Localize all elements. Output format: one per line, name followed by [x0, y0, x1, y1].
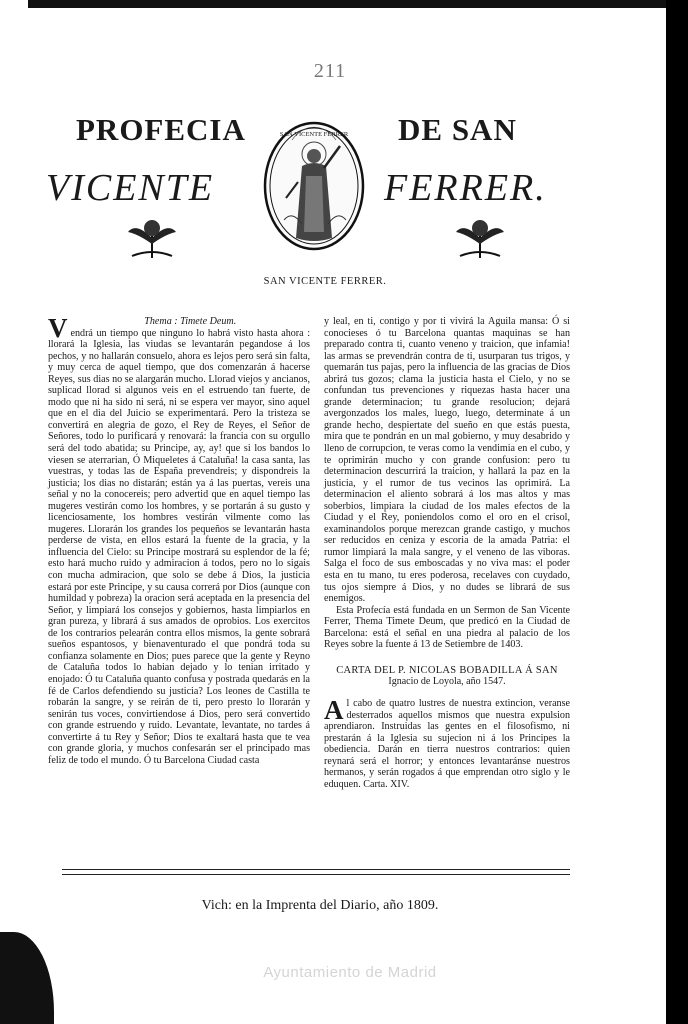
prophecy-source-note: Esta Profecía está fundada en un Sermon de San Vicente Ferrer, Thema Timete Deum, que predicó en la Ciudad de Barcelona: está el señal en una piedra al palacio de los Reyes sobre la fuente á 13 de Setiembre de 1403. [324, 604, 570, 651]
left-column [48, 313, 310, 766]
right-column [324, 316, 570, 790]
subheading: SAN VICENTE FERRER. [263, 276, 387, 287]
floral-ornament-right [452, 214, 508, 260]
title-ferrer: FERRER. [384, 167, 547, 209]
medallion-caption: SAN VICENTE FERRER [279, 131, 349, 138]
letter-title: CARTA DEL P. NICOLAS BOBADILLA Á SAN [336, 664, 558, 676]
title-profecia: PROFECIA [76, 112, 246, 147]
prophecy-text-continued: y leal, en ti, contigo y por ti vivirá la Aguila mansa: Ó si conocieses ó tu Barcelona quantas maquinas se han preparado contra ti, cuanto veneno y traicion, que infamia! las armas se prevendrán contra de ti, usurparan tus trigos, y quemarán tus pajas, pero la influencia de las gracias de Dios abrirá tus gozos; clama la justicia hasta el Cielo, y no se confundan tus prevenciones y riquezas hasta hacer una grande determinacion; tu grande resolucion; dejará avergonzados los males, luego, luego, determinate á un grande hecho, despiertate del sueño en que estás puesta, mira que te pondrán en un mal gobierno, y muy desabrido y lleno de corrupcion, te veras como la vendimia en el cubo, y te oprimirán mucho y con grande confusion: pero tu determinacion descurrirá la traicion, y hallará la paz en la justicia, y el rumor de tus vecinos las oprimirá. La determinacion el aliento sobrará á los mas altos y mas soberbios, limpiara la ciudad de los males efectos de la Ciudad y el Rey, poniendolos como el oro en el crisol, examinandolos porque merezcan grande castigo, y muchos ser reducidos en ceniza y escoria de la amada Patria: el rumor limpiará la mala sangre, y el veneno de las viboras. Salga el foco de sus emboscadas y no viva mas: el poder esta en tu mano, tu eres poderosa, recelaves con cuydado, tus ojos siempre á Dios, y no dudes se librará de sus enemigos. [324, 316, 570, 605]
scan-right-edge [666, 0, 688, 1024]
sermon-theme: Thema : Timete Deum. [144, 316, 237, 327]
prophecy-text: endrá un tiempo que ninguno lo habrá visto hasta ahora : llorará la Iglesia, las viudas se levantarán pegandose á los pechos, y no hallarán consuelo, ahora es lejos pero será sin falta, y muy cerca de aquel tiempo, que dos comenzarán á hacerse Reyes, sus dias no se alargarán mucho. Llorad viejos y ancianos, suplicad llorad si algunos veis en el estruendo tan fuerte, de modo que ni ha sido ni será, ni se espera ver mayor, sino aquel que en el dia del Juicio se experimentará. Pero la tristeza se convertirá en alegria de gozo, el Rey de Reyes, el Señor de Señores, todo lo purificará y renovará: la francia con su orgullo será del todo abatida; su Principe, ay, ay! que si los bandos lo viesen se aterrarian, Ó Miqueletes á Cataluña! la casa santa, las vuestras, y todas las de España prevendreis; y dispondreis la justicia; los dias no distarán; están ya á las puertas, vereis una señal y no la conocereis; pero advertid que en aquel tiempo las mugeres vestirán como los hombres, y se portarán á su gusto y licenciosamente, los hombres vestirán vilmente como las mugeres. Llorarán los grandes los pequeños se levantarán hasta perderse de vista, en ellos estará la fuente de la gracia, y la influencia del Cielo: su Principe mostrará su esplendor de la fé; esto hará mucho ruido y admiracion á todos, pero no lo sigais con mucha admiracion, que solo se debe á Dios, la justicia estará por este Principe, y su causa correrá por Dios (aunque con humildad y pobreza) la oracion será aceptada en la presencia del Señor, y limpiará los consejos y gobiernos, hasta limpiarlos en gran pureza, y librará á sus amados de oprobios. Los exercitos de los contrarios pelearán contra ellos mismos, la gente sobrará sueños espantosos, y bienaventurado el que pondrá toda su confianza solamente en Dios; pues parece que la gente y Reyno de Cataluña todos lo habian dejado y lo tenian irritado y enojado: Ó tu Cataluña quanto confusa y postrada quedarás en la fé de Carlos defendiendo su justicia? Los leones de Castilla te robarán la sangre, y se reirán de ti, pero presto lo llorarán y senirán tus voces, convirtiendose á Dios, pero será convertido con grande estruendo y ruido. Levantate, levantate, no tardes á convertirte á tu Rey y Señor; Dios te exaltará hasta que te vea con grande gloria, y muchos confesarán ser el principado mas feliz de todo el mundo. Ó tu Barcelona Ciudad casta [48, 327, 310, 766]
title-de-san: DE SAN [398, 112, 517, 147]
letter-subtitle: Ignacio de Loyola, año 1547. [388, 676, 506, 688]
letter-text: l cabo de quatro lustres de nuestra extincion, veranse desterrados aquellos mismos que nuestra expulsion aprendiaron. Instruidas las gentes en el filosofismo, ni prestarán á la Iglesia su sujecion ni á los Principes la obediencia. Darán en tierra nuestros contrarios: quien reynará será el horror; y entonces levantaránse nuestros hermanos, y serán rogados á que emprendan otro siglo y le eduquen. Carta. XIV. [324, 697, 570, 790]
saint-medallion-engraving [262, 120, 366, 252]
title-vicente: VICENTE [46, 167, 215, 209]
imprint-line: Vich: en la Imprenta del Diario, año 1809. [201, 898, 439, 913]
scan-corner-shadow [0, 932, 54, 1024]
drop-cap: V [48, 313, 68, 343]
divider-rule [62, 869, 570, 875]
page-number: 211 [313, 60, 347, 82]
library-watermark: Ayuntamiento de Madrid [263, 964, 437, 981]
letter-drop-cap: A [324, 694, 344, 725]
scan-top-edge [28, 0, 678, 8]
floral-ornament-left [124, 214, 180, 260]
